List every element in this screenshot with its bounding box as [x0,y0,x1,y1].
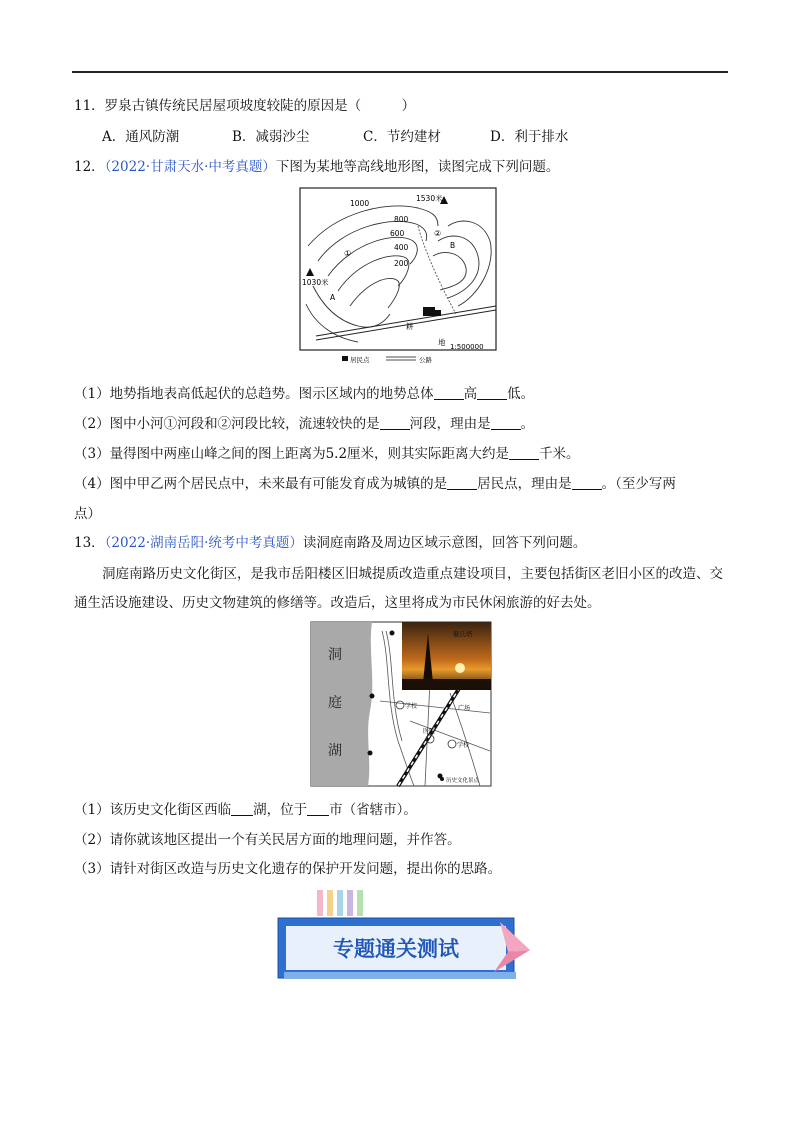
contour-label-1000: 1000 [350,199,370,208]
farmland-label-2: 地 [438,338,446,347]
q12-sub-4 [74,474,676,494]
q13-sub-3: （3）请针对街区改造与历史文化遗存的保护开发问题，提出你的思路。 [74,861,502,877]
q13-header [74,533,586,553]
header-rule [72,71,728,73]
q13-sub-1-c: 市（省辖市）。 [329,802,417,818]
q12-sub-4-b: 居民点，理由是 [477,476,572,492]
q13-source: （2022·湖南岳阳·统考中考真题） [104,535,303,551]
contour-label-600: 600 [390,229,405,238]
q12-sub-2-a: （2）图中小河①河段和②河段比较，流速较快的是 [74,416,380,432]
q12-sub-1-c: 低。 [507,386,535,402]
q12-sub-2-c: 。 [520,416,535,432]
q12-sub-1 [74,384,534,404]
q12-sub-4-c: 。（至少写两 [601,476,676,492]
q12-header [74,157,559,177]
q12-source: （2022·甘肃天水·中考真题） [104,159,276,175]
point-label-a: A [330,293,336,302]
lake-char-2: 庭 [328,695,342,711]
q11-option-a: A．通风防潮 [102,129,180,145]
q12-number: 12． [74,159,105,175]
q13-sub-2: （2）请你就该地区提出一个有关民居方面的地理问题，并作答。 [74,832,461,848]
hospital-label: 医院 [423,728,436,735]
q13-sub-1 [74,800,417,820]
q12-sub-3-a: （3）量得图中两座山峰之间的图上距离为5.2厘米，则其实际距离大约是 [74,446,510,462]
q13-sub-1-b: 湖，位于 [253,802,308,818]
q13-sub-1-a: （1）该历史文化街区西临 [74,802,232,818]
farmland-label-1: 耕 [406,322,414,331]
q12-sub-2 [74,414,534,434]
legend-road: 公路 [419,356,432,364]
lake-char-3: 湖 [328,743,342,759]
q12-sub-1-a: （1）地势指地表高低起伏的总趋势。图示区域内的地势总体 [74,386,434,402]
square-label: 广场 [458,705,471,712]
q11-option-c: C．节约建材 [363,129,441,145]
river-mark-2: ② [434,229,442,238]
q13-stem: 读洞庭南路及周边区域示意图，回答下列问题。 [302,535,587,551]
river-mark-1: ① [344,249,352,258]
q12-stem: 下图为某地等高线地形图，读图完成下列问题。 [275,159,560,175]
legend-settlement: 居民点 [350,356,370,364]
school-label-1: 学校 [405,703,418,710]
contour-map [298,186,502,366]
q12-sub-4-a: （4）图中甲乙两个居民点中，未来最有可能发育成为城镇的是 [74,476,448,492]
contour-label-200: 200 [394,259,409,268]
q13-number: 13． [74,535,105,551]
contour-label-800: 800 [394,215,409,224]
q12-sub-2-b: 河段，理由是 [409,416,491,432]
q13-passage: 洞庭南路历史文化街区，是我市岳阳楼区旧城提质改造重点建设项目，主要包括街区老旧小区的改造、交通生活设施建设、历史文物建筑的修缮等。改造后，这里将成为市民休闲旅游的好去处。 [74,566,723,611]
q12-sub-1-b: 高 [463,386,478,402]
q12-sub-3 [74,444,580,464]
legend-historic-site: 历史文化景点 [446,778,480,784]
peak-label-1030: 1030米 [302,278,329,287]
contour-label-400: 400 [394,243,409,252]
section-banner [272,888,534,1000]
q11-stem: 11．罗泉古镇传统民居屋项坡度较陡的原因是（ ） [74,98,416,114]
q12-sub-3-b: 千米。 [539,446,580,462]
scale-label: 1:500000 [450,343,484,351]
peak-label-1530: 1530米 [416,194,443,203]
lake-char-1: 洞 [328,647,342,663]
q11-option-b: B．减弱沙尘 [232,129,310,145]
school-label-2: 学校 [457,742,470,749]
dongting-map [310,621,492,787]
point-label-b: B [450,241,456,250]
tower-label: 慈氏塔 [453,630,473,638]
q11-option-d: D．利于排水 [490,129,569,145]
banner-title: 专题通关测试 [333,937,459,961]
q12-sub-4-cont: 点） [74,506,101,522]
